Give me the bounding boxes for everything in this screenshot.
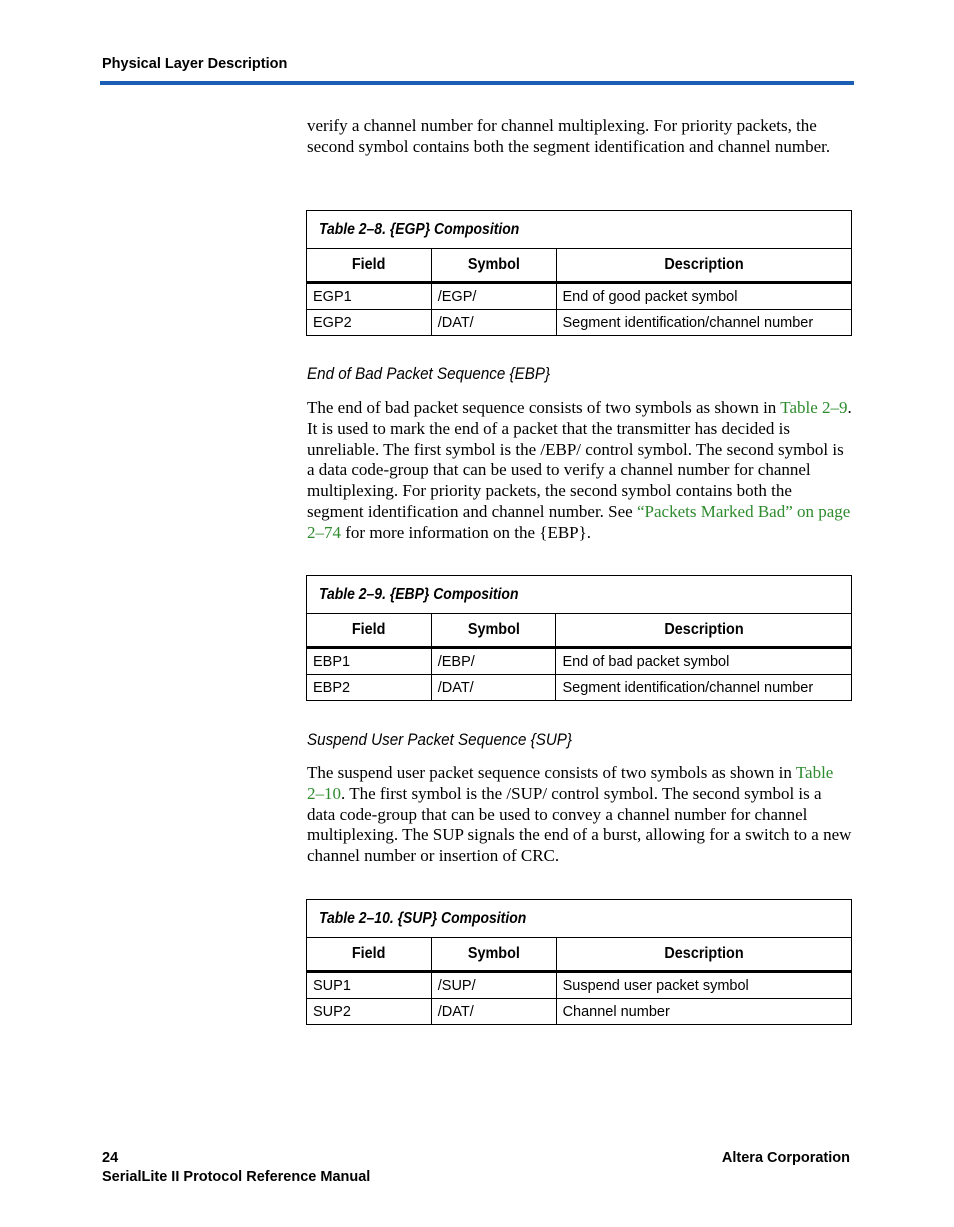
column-header-field: Field [307, 614, 432, 648]
table-egp-composition [306, 210, 852, 336]
section-heading-sup: Suspend User Packet Sequence {SUP} [307, 731, 572, 749]
table-cell: /SUP/ [431, 972, 556, 999]
table-cell: EGP2 [307, 310, 432, 336]
header-rule [100, 81, 854, 85]
table-cell: /EGP/ [431, 283, 556, 310]
table-row [307, 675, 852, 701]
sup-paragraph [307, 763, 852, 867]
company-name: Altera Corporation [721, 1150, 850, 1166]
column-header-symbol: Symbol [431, 249, 556, 283]
column-header-field: Field [307, 249, 432, 283]
table-cell: /DAT/ [431, 675, 556, 701]
link-table-2-9[interactable]: Table 2–9 [780, 398, 848, 417]
table-row [307, 310, 852, 336]
link-packets-marked-bad[interactable]: “Packets Marked Bad” on page 2–74 [307, 501, 851, 542]
table-cell: End of bad packet symbol [556, 648, 852, 675]
text-run: The suspend user packet sequence consists of two symbols as shown in [307, 763, 792, 782]
column-header-description: Description [556, 938, 851, 972]
link-table-2-10[interactable]: Table 2–10 [307, 763, 834, 803]
column-header-symbol: Symbol [431, 938, 556, 972]
table-cell: Suspend user packet symbol [556, 972, 851, 999]
table-sup-composition [306, 899, 852, 1025]
table-cell: Segment identification/channel number [556, 310, 852, 336]
column-header-field: Field [307, 938, 432, 972]
table-row [307, 972, 852, 999]
table-caption: Table 2–9. {EBP} Composition [307, 576, 852, 614]
table-cell: EBP1 [307, 648, 432, 675]
table-cell: SUP1 [307, 972, 432, 999]
running-head: Physical Layer Description [102, 56, 288, 72]
table-row [307, 648, 852, 675]
table-cell: /EBP/ [431, 648, 556, 675]
table-cell: Channel number [556, 999, 851, 1025]
table-cell: EBP2 [307, 675, 432, 701]
manual-title: SerialLite II Protocol Reference Manual [102, 1169, 371, 1185]
table-cell: Segment identification/channel number [556, 675, 852, 701]
column-header-description: Description [556, 249, 852, 283]
section-heading-ebp: End of Bad Packet Sequence {EBP} [307, 365, 551, 383]
table-cell: End of good packet symbol [556, 283, 852, 310]
ebp-paragraph [307, 398, 852, 544]
table-caption: Table 2–10. {SUP} Composition [307, 900, 852, 938]
table-row [307, 999, 852, 1025]
text-run: for more information on the {EBP}. [345, 522, 592, 542]
table-cell: /DAT/ [431, 999, 556, 1025]
table-caption: Table 2–8. {EGP} Composition [307, 211, 852, 249]
table-cell: /DAT/ [431, 310, 556, 336]
column-header-symbol: Symbol [431, 614, 556, 648]
table-row [307, 283, 852, 310]
text-run: . The first symbol is the /SUP/ control symbol. The second symbol is a data code-group that can be used to convey a channel number for channel multiplexing. The SUP signals the end of a burst, allowing for a switch to a new channel number or insertion of CRC. [307, 783, 852, 866]
intro-paragraph: verify a channel number for channel multiplexing. For priority packets, the second symbol contains both the segment identification and channel number. [307, 116, 831, 156]
table-cell: SUP2 [307, 999, 432, 1025]
column-header-description: Description [556, 614, 852, 648]
text-run: The end of bad packet sequence consists of two symbols as shown in [307, 398, 777, 417]
table-ebp-composition [306, 575, 852, 701]
table-cell: EGP1 [307, 283, 432, 310]
text-run: . It is used to mark the end of a packet that the transmitter has decided is unreliable. The first symbol is the /EBP/ control symbol. The second symbol is a data code-group that can be used to verify a channel number for channel multiplexing. For priority packets, the second symbol contains both the segment identification and channel number. See [307, 398, 852, 521]
page-number: 24 [102, 1150, 119, 1166]
